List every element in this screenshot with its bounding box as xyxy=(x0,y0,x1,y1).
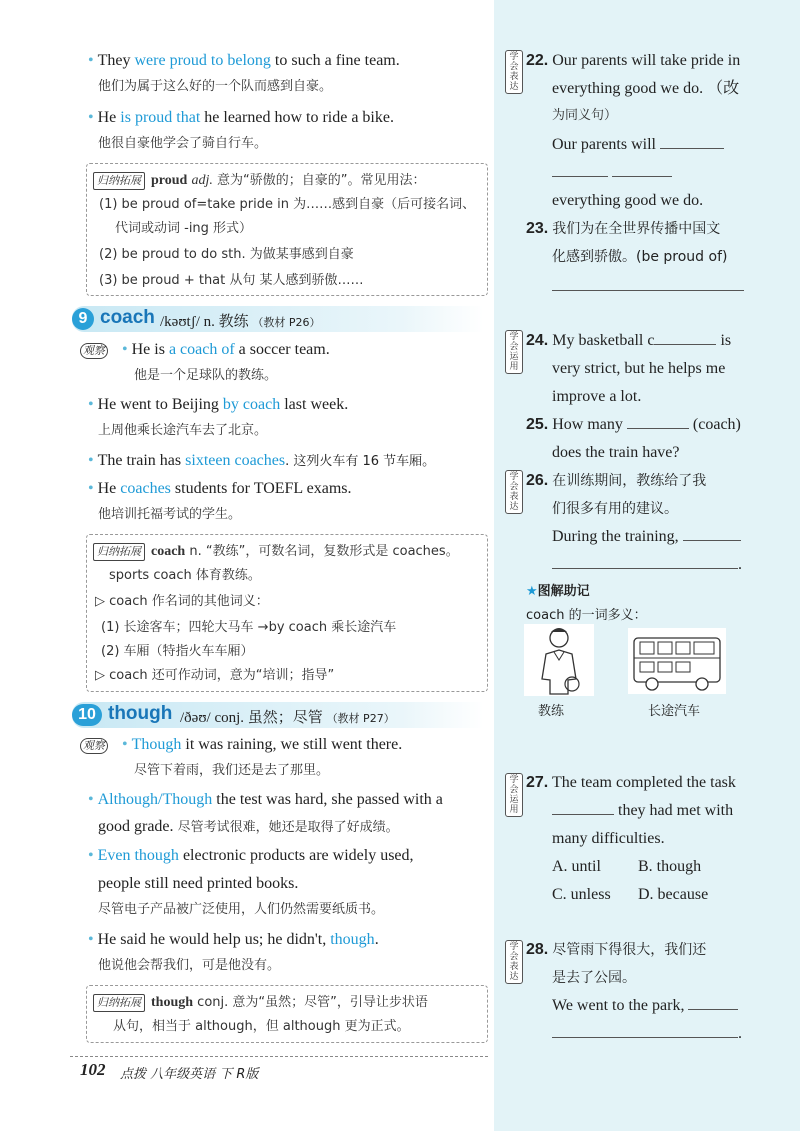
star-icon: ★ xyxy=(526,584,538,599)
long-distance-bus-icon xyxy=(628,628,726,694)
answer-blank[interactable] xyxy=(552,290,744,291)
sentence-though-3: • Even though electronic products are widely used, xyxy=(88,847,414,864)
translation-proud-1: 他们为属于这么好的一个队而感到自豪。 xyxy=(98,79,333,94)
question-22: 22. Our parents will take pride in xyxy=(526,52,741,69)
caption-coach-person: 教练 xyxy=(538,704,565,719)
question-24: 24. My basketball c is xyxy=(526,332,732,349)
sentence-though-2: • Although/Though the test was hard, she passed with a xyxy=(88,791,443,808)
headword: though xyxy=(108,703,173,724)
question-23: 23. 我们为在全世界传播中国文 xyxy=(526,220,721,237)
question-27-line: they had met with xyxy=(552,800,733,822)
option-a[interactable]: A. until xyxy=(552,858,601,875)
note-line: sports coach 体育教练。 xyxy=(109,568,261,583)
answer-blank[interactable] xyxy=(627,428,689,429)
note-tag: 归纳拓展 xyxy=(93,994,145,1012)
translation-coach-2: 上周他乘长途汽车去了北京。 xyxy=(98,423,268,438)
note-line: (3) be proud + that 从句 某人感到骄傲…… xyxy=(99,273,364,288)
book-title: 点拨 八年级英语 下 R版 xyxy=(120,1067,259,1082)
option-c[interactable]: C. unless xyxy=(552,886,611,903)
question-22-line: everything good we do. （改 xyxy=(552,80,740,97)
question-23-line: 化感到骄傲。(be proud of) xyxy=(552,249,728,265)
question-22-line: everything good we do. xyxy=(552,192,704,209)
question-22-line: Our parents will xyxy=(552,134,724,156)
page-number: 102 xyxy=(80,1060,106,1079)
express-badge: 学会表达 xyxy=(505,50,523,94)
note-line: (1) be proud of=take pride in 为……感到自豪（后可接名词、 xyxy=(99,197,476,212)
question-26: 26. 在训练期间，教练给了我 xyxy=(526,472,707,489)
note-tag: 归纳拓展 xyxy=(93,172,145,190)
question-26-line: . xyxy=(552,554,742,576)
question-28-line: 是去了公园。 xyxy=(552,970,636,986)
translation-though-4: 他说他会帮我们，可是他没有。 xyxy=(98,958,281,973)
sentence-coach-2: • He went to Beijing by coach last week. xyxy=(88,396,349,413)
translation-coach-4: 他培训托福考试的学生。 xyxy=(98,507,242,522)
sentence-proud-2: • He is proud that he learned how to ride a bike. xyxy=(88,109,394,126)
note-line: (2) 车厢（特指火车车厢） xyxy=(101,644,254,659)
question-28: 28. 尽管雨下得很大，我们还 xyxy=(526,941,707,958)
translation-proud-2: 他很自豪他学会了骑自行车。 xyxy=(98,136,268,151)
answer-blank[interactable] xyxy=(552,1037,738,1038)
question-27: 27. The team completed the task xyxy=(526,774,736,791)
observe-badge: 观察 xyxy=(80,738,108,754)
note-line: ▷ coach 还可作动词，意为“培训；指导” xyxy=(95,668,335,683)
sentence-though-1: • Though it was raining, we still went there. xyxy=(122,736,403,753)
note-tag: 归纳拓展 xyxy=(93,543,145,561)
sentence-coach-3: • The train has sixteen coaches. 这列火车有 16 节车厢。 xyxy=(88,452,436,469)
sentence-though-3b: people still need printed books. xyxy=(98,875,299,892)
question-26-line: During the training, xyxy=(552,526,741,548)
answer-blank[interactable] xyxy=(552,176,608,177)
question-27-line: many difficulties. xyxy=(552,830,665,847)
answer-blank[interactable] xyxy=(660,148,724,149)
word-number: 9 xyxy=(72,308,94,330)
note-box-proud: 归纳拓展 proud adj. 意为“骄傲的；自豪的”。常见用法： (1) be proud of=take pride in 为……感到自豪（后可接名词、 代词或动词 -ing 形式） (2) be proud to do sth. 为做某事感到自豪 (3) be proud + that 从句 某人感到骄傲…… xyxy=(86,163,488,296)
answer-blank[interactable] xyxy=(688,1009,738,1010)
apply-badge: 学会运用 xyxy=(505,330,523,374)
question-22-line xyxy=(552,162,672,184)
footer-divider xyxy=(70,1056,488,1057)
apply-badge: 学会运用 xyxy=(505,773,523,817)
sentence-though-2b: good grade. 尽管考试很难，她还是取得了好成绩。 xyxy=(98,818,399,835)
answer-blank[interactable] xyxy=(683,540,741,541)
answer-blank[interactable] xyxy=(654,344,716,345)
sentence-coach-1: • He is a coach of a soccer team. xyxy=(122,341,330,358)
option-b[interactable]: B. though xyxy=(638,858,702,875)
answer-blank[interactable] xyxy=(552,568,738,569)
observe-badge: 观察 xyxy=(80,343,108,359)
note-line: 代词或动词 -ing 形式） xyxy=(115,221,253,236)
memory-aid-title: ★图解助记 xyxy=(526,584,590,599)
option-d[interactable]: D. because xyxy=(638,886,709,903)
express-badge: 学会表达 xyxy=(505,470,523,514)
coach-person-icon xyxy=(524,624,594,696)
note-line: ▷ coach 作名词的其他词义： xyxy=(95,594,269,609)
note-line: (2) be proud to do sth. 为做某事感到自豪 xyxy=(99,247,354,262)
note-line: 从句，相当于 although，但 although 更为正式。 xyxy=(113,1019,410,1034)
answer-blank[interactable] xyxy=(552,814,614,815)
caption-bus: 长途汽车 xyxy=(648,704,701,719)
word-header-though: 10 though /ðəʊ/ conj. 虽然；尽管 （教材 P27） xyxy=(72,702,484,728)
question-28-line: . xyxy=(552,1023,742,1045)
question-22-line: 为同义句） xyxy=(552,108,618,123)
word-header-coach: 9 coach /kəʊtʃ/ n. 教练 （教材 P26） xyxy=(72,306,484,332)
memory-aid-subtitle: coach 的一词多义： xyxy=(526,608,647,623)
question-25-line: does the train have? xyxy=(552,444,680,461)
question-24-line: improve a lot. xyxy=(552,388,642,405)
sentence-proud-1: • They were proud to belong to such a fine team. xyxy=(88,52,400,69)
translation-though-3: 尽管电子产品被广泛使用，人们仍然需要纸质书。 xyxy=(98,902,385,917)
question-24-line: very strict, but he helps me xyxy=(552,360,726,377)
sentence-coach-4: • He coaches students for TOEFL exams. xyxy=(88,480,352,497)
question-26-line: 们很多有用的建议。 xyxy=(552,501,678,517)
translation-though-1: 尽管下着雨，我们还是去了那里。 xyxy=(134,763,330,778)
question-28-line: We went to the park, xyxy=(552,995,738,1017)
express-badge: 学会表达 xyxy=(505,940,523,984)
question-25: 25. How many (coach) xyxy=(526,416,741,433)
headword: coach xyxy=(100,307,155,328)
note-box-though: 归纳拓展 though conj. 意为“虽然；尽管”，引导让步状语 从句，相当于 although，但 although 更为正式。 xyxy=(86,985,488,1043)
translation-coach-1: 他是一个足球队的教练。 xyxy=(134,368,278,383)
note-line: (1) 长途客车；四轮大马车 →by coach 乘长途汽车 xyxy=(101,620,397,635)
note-box-coach: 归纳拓展 coach n. “教练”，可数名词，复数形式是 coaches。 sports coach 体育教练。 ▷ coach 作名词的其他词义： (1) 长途客车；四轮大马车 →by coach 乘长途汽车 (2) 车厢（特指火车车厢） ▷ coach 还可作动词，意为“培训；指导” xyxy=(86,534,488,692)
sentence-though-4: • He said he would help us; he didn't, though. xyxy=(88,931,379,948)
answer-blank[interactable] xyxy=(612,176,672,177)
word-number: 10 xyxy=(72,704,102,726)
